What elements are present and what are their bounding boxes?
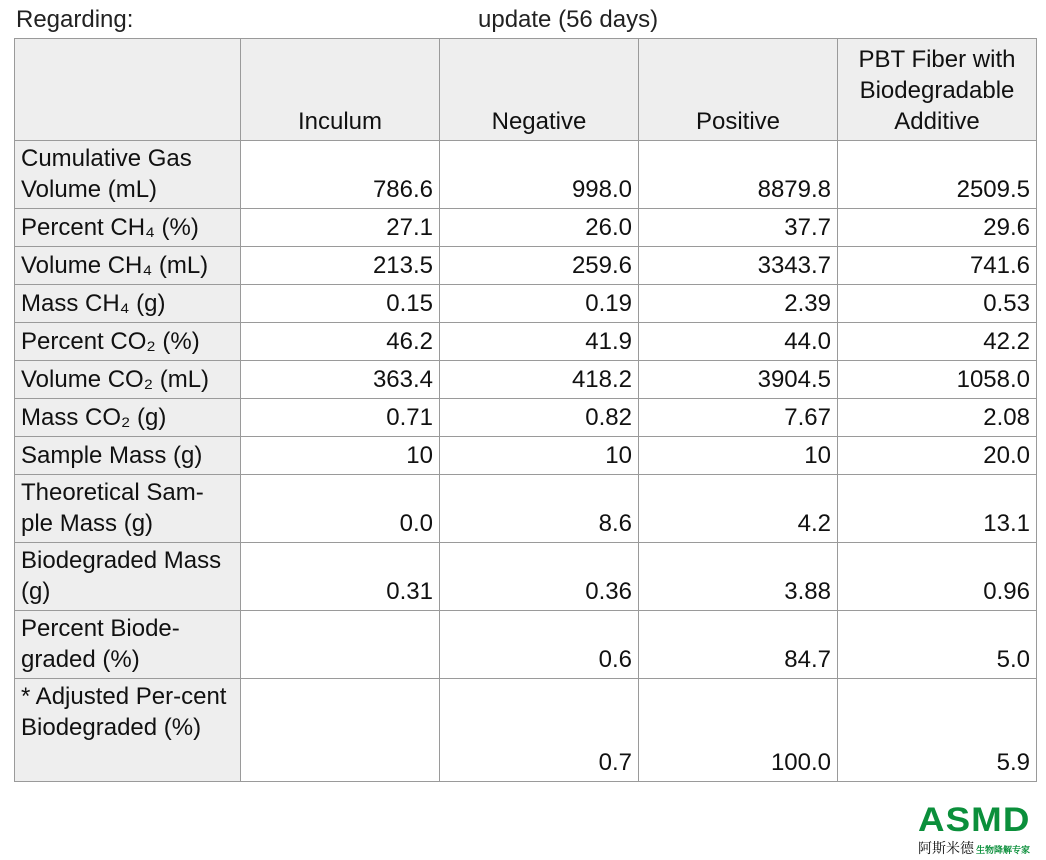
table-cell: 8.6 <box>440 475 639 543</box>
row-label: * Adjusted Per-cent Biodegraded (%) <box>15 679 241 782</box>
table-row <box>15 437 1037 475</box>
table-row <box>15 475 1037 543</box>
table-cell: 84.7 <box>639 611 838 679</box>
table-cell: 5.0 <box>838 611 1037 679</box>
regarding-label: Regarding: <box>16 6 134 33</box>
logo-cn-tagline: 生物降解专家 <box>976 846 1031 856</box>
table-cell: 259.6 <box>440 247 639 285</box>
table-cell: 26.0 <box>440 209 639 247</box>
corner-cell <box>15 39 241 141</box>
table-cell: 0.96 <box>838 543 1037 611</box>
row-label: Mass CH₄ (g) <box>15 285 241 323</box>
row-label: Biodegraded Mass (g) <box>15 543 241 611</box>
table-row <box>15 679 1037 782</box>
table-cell: 46.2 <box>241 323 440 361</box>
table-cell: 2.08 <box>838 399 1037 437</box>
table-row <box>15 285 1037 323</box>
table-cell: 0.15 <box>241 285 440 323</box>
column-header: PBT Fiber with Biodegradable Additive <box>838 39 1037 141</box>
table-cell: 37.7 <box>639 209 838 247</box>
table-cell: 0.53 <box>838 285 1037 323</box>
asmd-logo <box>918 803 1038 855</box>
table-cell: 363.4 <box>241 361 440 399</box>
table-cell <box>241 679 440 782</box>
results-table <box>14 38 1037 782</box>
table-cell: 10 <box>639 437 838 475</box>
table-cell: 741.6 <box>838 247 1037 285</box>
table-cell: 2.39 <box>639 285 838 323</box>
table-cell: 20.0 <box>838 437 1037 475</box>
table-cell: 1058.0 <box>838 361 1037 399</box>
table-cell: 0.19 <box>440 285 639 323</box>
table-cell: 418.2 <box>440 361 639 399</box>
table-cell: 44.0 <box>639 323 838 361</box>
table-cell: 5.9 <box>838 679 1037 782</box>
table-cell: 13.1 <box>838 475 1037 543</box>
table-row <box>15 399 1037 437</box>
column-header: Negative <box>440 39 639 141</box>
table-cell: 0.7 <box>440 679 639 782</box>
table-cell: 3.88 <box>639 543 838 611</box>
table-cell: 0.36 <box>440 543 639 611</box>
table-cell: 0.0 <box>241 475 440 543</box>
table-cell: 100.0 <box>639 679 838 782</box>
table-cell <box>241 611 440 679</box>
table-row <box>15 247 1037 285</box>
table-row <box>15 141 1037 209</box>
table-cell: 8879.8 <box>639 141 838 209</box>
row-label: Percent CH₄ (%) <box>15 209 241 247</box>
table-cell: 786.6 <box>241 141 440 209</box>
column-header: Positive <box>639 39 838 141</box>
table-cell: 0.31 <box>241 543 440 611</box>
table-cell: 3343.7 <box>639 247 838 285</box>
table-cell: 27.1 <box>241 209 440 247</box>
table-cell: 0.6 <box>440 611 639 679</box>
row-label: Theoretical Sam-ple Mass (g) <box>15 475 241 543</box>
table-cell: 213.5 <box>241 247 440 285</box>
logo-subtitle <box>918 838 1038 858</box>
table-cell: 41.9 <box>440 323 639 361</box>
row-label: Mass CO₂ (g) <box>15 399 241 437</box>
table-header-row <box>15 39 1037 141</box>
table-row <box>15 611 1037 679</box>
table-cell: 0.82 <box>440 399 639 437</box>
table-cell: 42.2 <box>838 323 1037 361</box>
logo-cn-name: 阿斯米德 <box>918 841 974 857</box>
table-cell: 998.0 <box>440 141 639 209</box>
table-cell: 2509.5 <box>838 141 1037 209</box>
row-label: Sample Mass (g) <box>15 437 241 475</box>
table-row <box>15 209 1037 247</box>
table-cell: 0.71 <box>241 399 440 437</box>
row-label: Volume CO₂ (mL) <box>15 361 241 399</box>
logo-brand: ASMD <box>918 801 1031 839</box>
column-header: Inculum <box>241 39 440 141</box>
table-cell: 4.2 <box>639 475 838 543</box>
row-label: Cumulative Gas Volume (mL) <box>15 141 241 209</box>
row-label: Percent CO₂ (%) <box>15 323 241 361</box>
table-cell: 7.67 <box>639 399 838 437</box>
table-row <box>15 543 1037 611</box>
update-label: update (56 days) <box>478 6 659 33</box>
row-label: Percent Biode-graded (%) <box>15 611 241 679</box>
table-row <box>15 323 1037 361</box>
row-label: Volume CH₄ (mL) <box>15 247 241 285</box>
table-cell: 29.6 <box>838 209 1037 247</box>
table-cell: 10 <box>440 437 639 475</box>
table-cell: 3904.5 <box>639 361 838 399</box>
table-row <box>15 361 1037 399</box>
table-cell: 10 <box>241 437 440 475</box>
